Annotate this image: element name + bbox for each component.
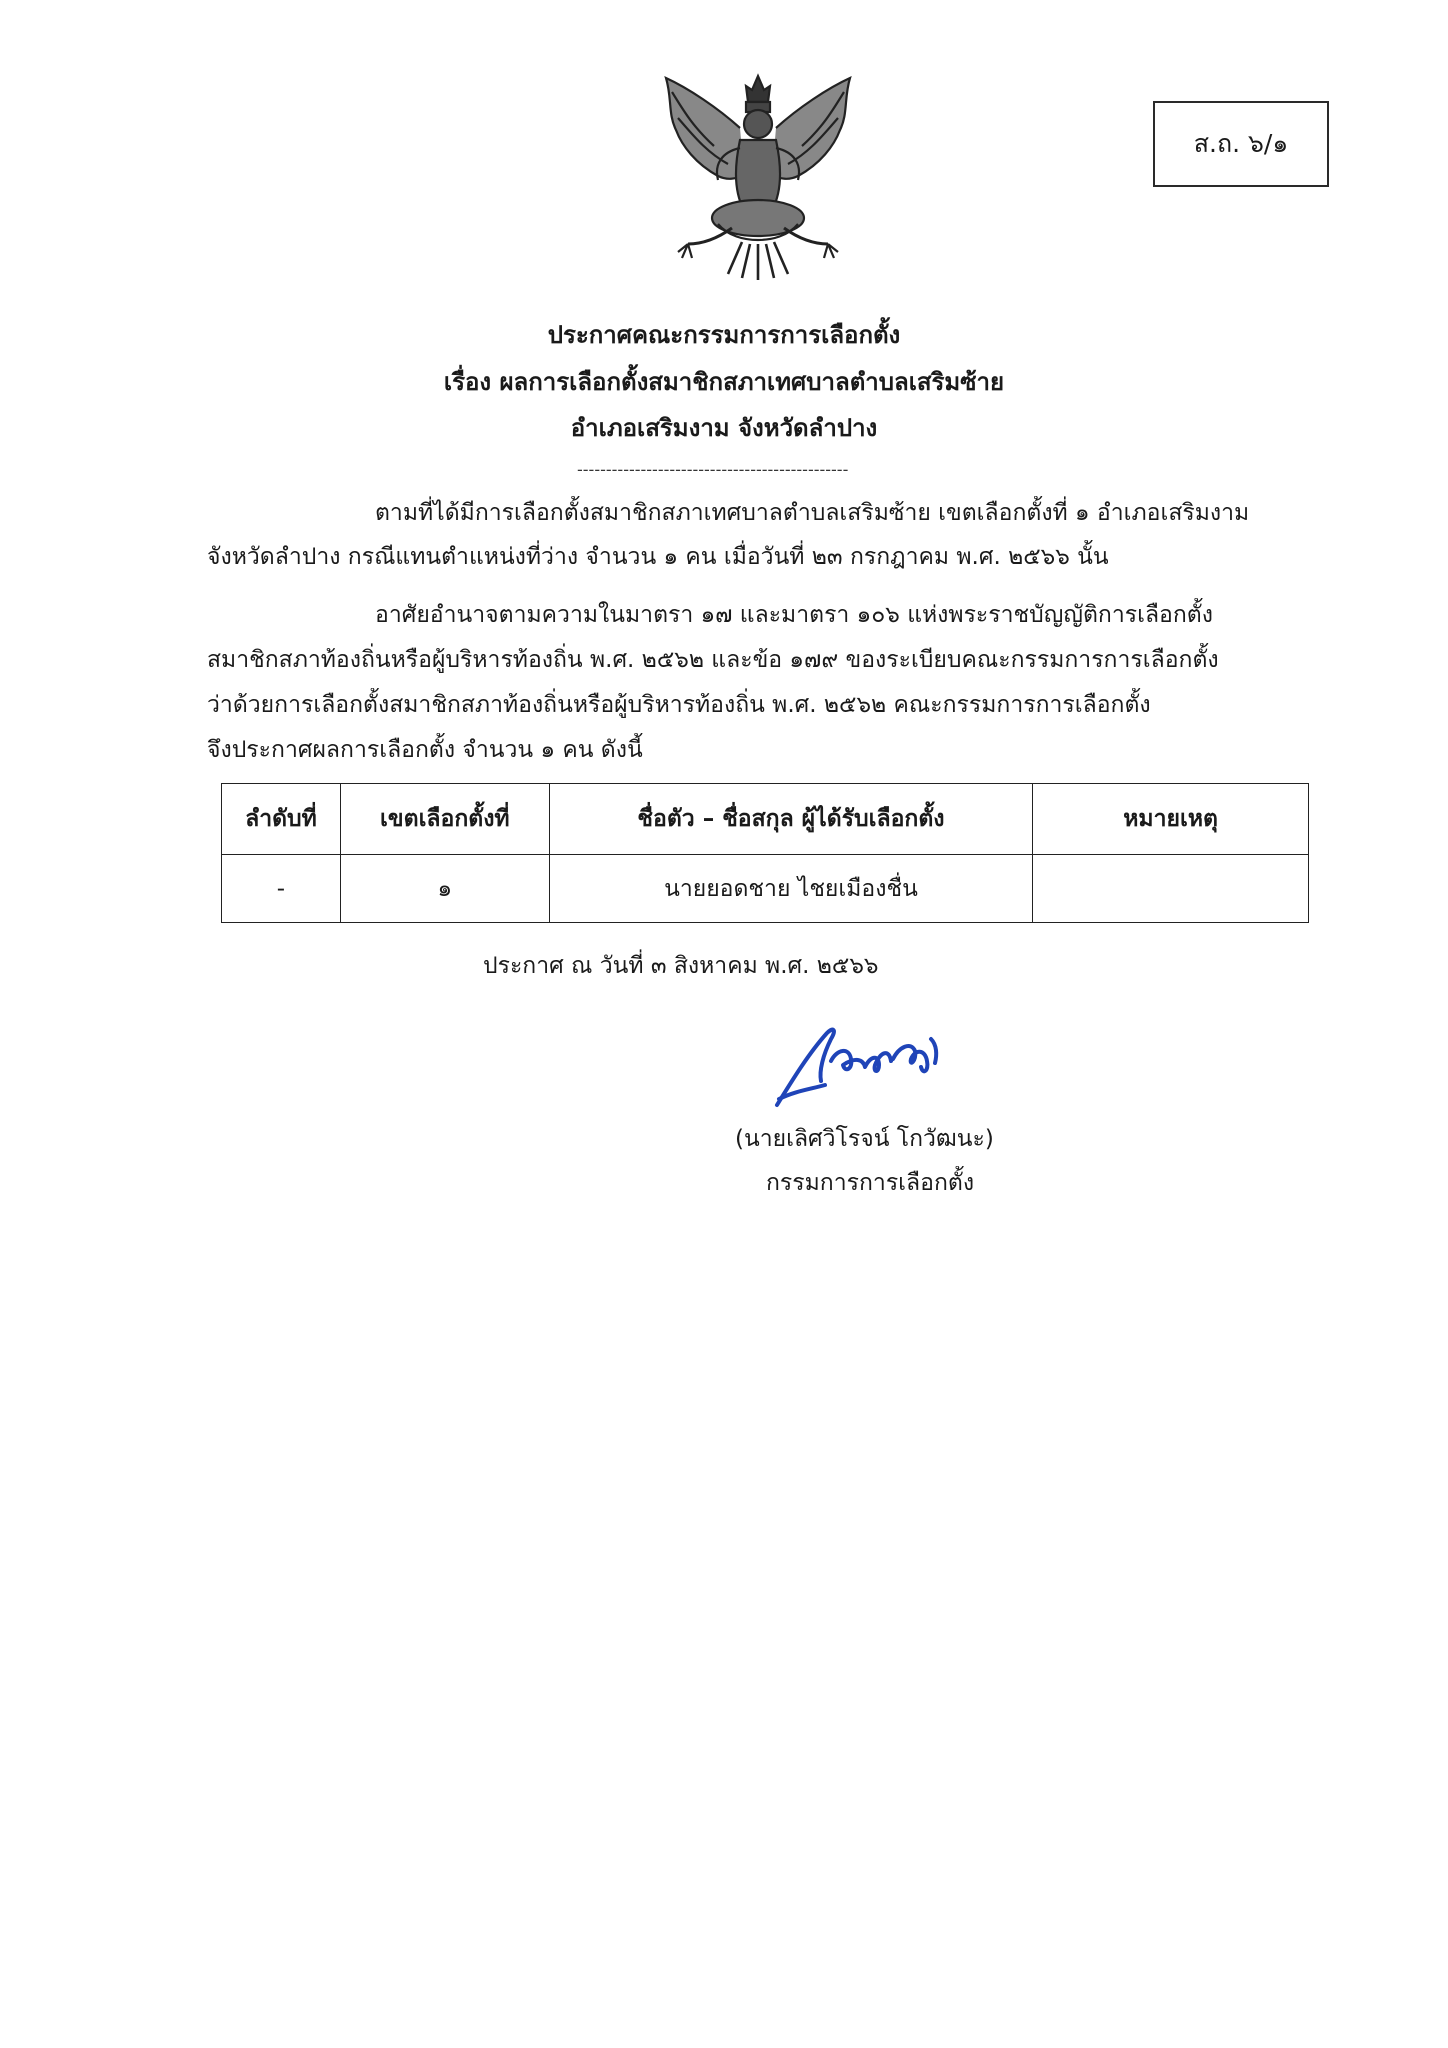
col-header-remark: หมายเหตุ: [1033, 784, 1309, 855]
announcement-location: อำเภอเสริมงาม จังหวัดลำปาง: [570, 414, 878, 442]
paragraph1-line2: จังหวัดลำปาง กรณีแทนตำแหน่งที่ว่าง จำนวน ๑ คน เมื่อวันที่ ๒๓ กรกฎาคม พ.ศ. ๒๕๖๖ นั้น: [207, 544, 1109, 570]
cell-elected-name: นายยอดชาย ไชยเมืองชื่น: [549, 855, 1032, 923]
cell-order: -: [222, 855, 341, 923]
form-code-box: [1153, 101, 1329, 187]
announcement-subject: เรื่อง ผลการเลือกตั้งสมาชิกสภาเทศบาลตำบลเสริมซ้าย: [443, 368, 1005, 396]
table-row: [222, 855, 1309, 923]
col-header-district: เขตเลือกตั้งที่: [340, 784, 549, 855]
signatory-position: กรรมการการเลือกตั้ง: [766, 1170, 975, 1196]
cell-remark: [1033, 855, 1309, 923]
announcement-date: ประกาศ ณ วันที่ ๓ สิงหาคม พ.ศ. ๒๕๖๖: [483, 953, 879, 979]
paragraph2-line2: สมาชิกสภาท้องถิ่นหรือผู้บริหารท้องถิ่น พ.ศ. ๒๕๖๒ และข้อ ๑๗๙ ของระเบียบคณะกรรมการการเลือกตั้ง: [207, 647, 1219, 673]
signature-icon: [765, 1015, 980, 1115]
signatory-name: (นายเลิศวิโรจน์ โกวัฒนะ): [735, 1126, 994, 1152]
announcement-title: ประกาศคณะกรรมการการเลือกตั้ง: [547, 321, 901, 349]
paragraph2-line4: จึงประกาศผลการเลือกตั้ง จำนวน ๑ คน ดังนี้: [207, 737, 643, 763]
table-header-row: [222, 784, 1309, 855]
col-header-order: ลำดับที่: [222, 784, 341, 855]
paragraph2-line3: ว่าด้วยการเลือกตั้งสมาชิกสภาท้องถิ่นหรือผู้บริหารท้องถิ่น พ.ศ. ๒๕๖๒ คณะกรรมการการเลือกตั้ง: [207, 692, 1151, 718]
cell-district: ๑: [340, 855, 549, 923]
title-separator: -----------------------------------------------: [577, 460, 849, 479]
col-header-elected-name: ชื่อตัว – ชื่อสกุล ผู้ได้รับเลือกตั้ง: [549, 784, 1032, 855]
garuda-emblem-icon: [648, 68, 868, 286]
paragraph1-line1: ตามที่ได้มีการเลือกตั้งสมาชิกสภาเทศบาลตำบลเสริมซ้าย เขตเลือกตั้งที่ ๑ อำเภอเสริมงาม: [375, 500, 1250, 526]
election-result-table: [221, 783, 1309, 923]
paragraph2-line1: อาศัยอำนาจตามความในมาตรา ๑๗ และมาตรา ๑๐๖ แห่งพระราชบัญญัติการเลือกตั้ง: [375, 602, 1213, 628]
form-code: ส.ถ. ๖/๑: [1193, 129, 1289, 158]
